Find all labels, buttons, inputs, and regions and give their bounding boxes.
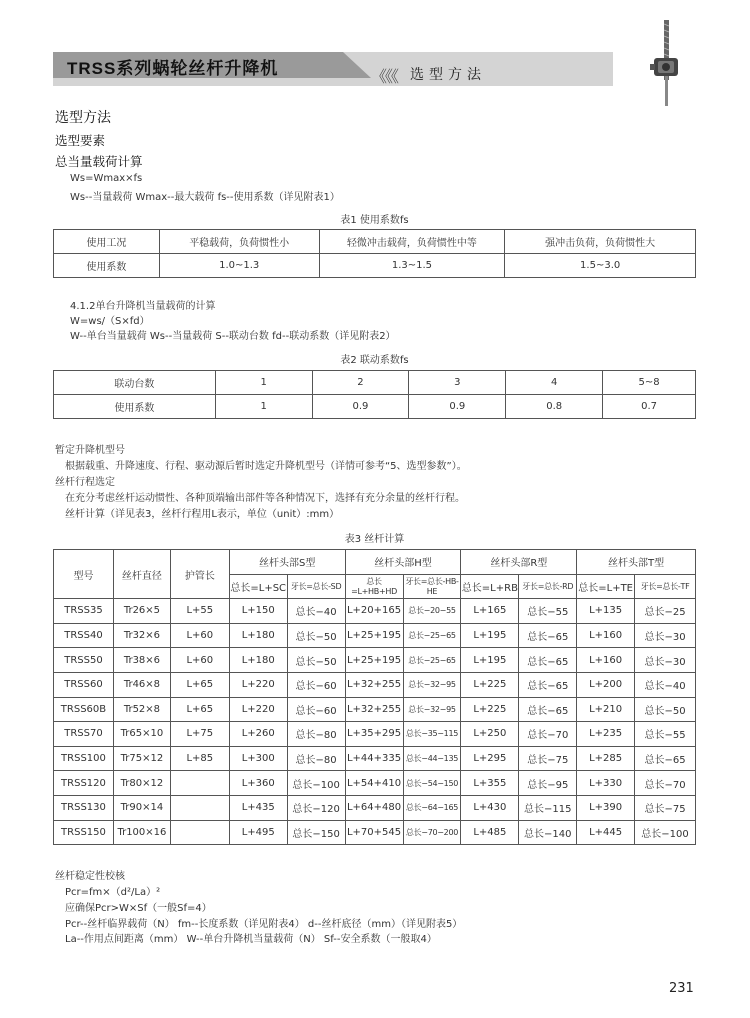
table-cell: 0.7	[603, 395, 696, 419]
table-cell: 强冲击负荷，负荷惯性大	[505, 230, 696, 254]
table-cell: L+25+195	[345, 648, 403, 673]
table3-caption: 表3 丝杆计算	[344, 534, 405, 545]
subheader-cell: 牙长=总长-HB-HE	[403, 574, 461, 599]
table-cell: 总长−100	[287, 771, 345, 796]
table-cell: Tr32×6	[113, 623, 170, 648]
table-cell: 总长−55	[635, 722, 696, 747]
table-cell: 1	[215, 371, 312, 395]
table-cell: Tr90×14	[113, 795, 170, 820]
table-cell: Tr100×16	[113, 820, 170, 845]
table-cell: L+64+480	[345, 795, 403, 820]
table-cell: 总长−65	[519, 623, 577, 648]
table-cell: 总长−55	[519, 599, 577, 624]
table-cell: 总长−65	[519, 672, 577, 697]
table-cell: 总长−40	[635, 672, 696, 697]
table-header-row	[54, 550, 696, 575]
table-cell: 总长−32−95	[403, 672, 461, 697]
table-cell: 1.0~1.3	[159, 254, 319, 278]
table-cell: L+55	[170, 599, 229, 624]
table-cell: L+160	[577, 623, 635, 648]
table-cell: 总长−75	[519, 746, 577, 771]
table-cell: 总长−35−115	[403, 722, 461, 747]
table-cell: 平稳载荷，负荷惯性小	[159, 230, 319, 254]
table1-usage-factor	[53, 229, 696, 278]
table-cell: L+70+545	[345, 820, 403, 845]
table-cell: L+85	[170, 746, 229, 771]
table-cell: Tr26×5	[113, 599, 170, 624]
header-r-type: 丝杆头部R型	[461, 550, 577, 575]
table-cell: L+54+410	[345, 771, 403, 796]
table-cell: L+355	[461, 771, 519, 796]
formula-w: W=ws/（S×fd）	[70, 316, 150, 327]
table-cell: L+485	[461, 820, 519, 845]
table-cell: 总长−120	[287, 795, 345, 820]
table-cell: 总长−140	[519, 820, 577, 845]
header-screw-diameter: 丝杆直径	[113, 550, 170, 599]
table-cell: TRSS70	[54, 722, 114, 747]
table-cell: L+180	[229, 623, 287, 648]
table-cell: Tr46×8	[113, 672, 170, 697]
table-cell: L+75	[170, 722, 229, 747]
table-cell: L+200	[577, 672, 635, 697]
table-cell: 总长−75	[635, 795, 696, 820]
table-cell: 总长−60	[287, 672, 345, 697]
table-cell: L+32+255	[345, 697, 403, 722]
table-cell: L+65	[170, 672, 229, 697]
table-cell: Tr80×12	[113, 771, 170, 796]
table-cell: L+165	[461, 599, 519, 624]
table3-screw-calc	[53, 549, 696, 845]
table-cell: TRSS35	[54, 599, 114, 624]
table1-caption: 表1 使用系数fs	[340, 215, 409, 226]
header-h-type: 丝杆头部H型	[345, 550, 461, 575]
formula-ws-legend: Ws--当量载荷 Wmax--最大载荷 fs--使用系数（详见附表1）	[70, 192, 340, 203]
table-cell: 总长−100	[635, 820, 696, 845]
section-stroke-title: 丝杆行程选定	[55, 477, 115, 488]
table-cell: 总长−50	[635, 697, 696, 722]
table-cell: 总长−30	[635, 648, 696, 673]
heading-equivalent-load: 总当量载荷计算	[55, 154, 143, 169]
table-row	[54, 371, 696, 395]
table-cell: TRSS100	[54, 746, 114, 771]
table-cell: 总长−65	[519, 697, 577, 722]
table-cell: 1.5~3.0	[505, 254, 696, 278]
table-row	[54, 395, 696, 419]
table-cell: L+390	[577, 795, 635, 820]
table-cell: TRSS60	[54, 672, 114, 697]
section-stability-title: 丝杆稳定性校核	[55, 871, 125, 882]
table-cell: 总长−44−135	[403, 746, 461, 771]
table-row	[54, 795, 696, 820]
table-cell: 2	[312, 371, 409, 395]
table-cell: L+300	[229, 746, 287, 771]
table-cell: L+210	[577, 697, 635, 722]
table-cell: 轻微冲击载荷，负荷惯性中等	[319, 230, 505, 254]
subheader-cell: 牙长=总长-RD	[519, 574, 577, 599]
table-cell: 4	[506, 371, 603, 395]
table-cell: L+220	[229, 672, 287, 697]
table-cell: TRSS50	[54, 648, 114, 673]
table-cell: 使用系数	[54, 254, 160, 278]
formula-w-legend: W--单台当量载荷 Ws--当量载荷 S--联动台数 fd--联动系数（详见附表2）	[70, 331, 396, 342]
table-cell: L+65	[170, 697, 229, 722]
table-row	[54, 623, 696, 648]
table-cell: L+25+195	[345, 623, 403, 648]
table-cell: L+60	[170, 623, 229, 648]
chevron-icon: 《《《	[371, 67, 398, 86]
table-cell: 总长−70	[635, 771, 696, 796]
table-row	[54, 254, 696, 278]
table-cell: Tr38×6	[113, 648, 170, 673]
table-cell: 总长−65	[519, 648, 577, 673]
table-cell: 总长−80	[287, 746, 345, 771]
table-cell	[170, 771, 229, 796]
subheader-cell: 总长=L+TE	[577, 574, 635, 599]
table-row	[54, 820, 696, 845]
table-cell: L+285	[577, 746, 635, 771]
table-cell: L+160	[577, 648, 635, 673]
table-cell: L+495	[229, 820, 287, 845]
page-title: TRSS系列蜗轮丝杆升降机	[67, 59, 279, 78]
table-cell: TRSS150	[54, 820, 114, 845]
table-cell: L+250	[461, 722, 519, 747]
table-cell: 1.3~1.5	[319, 254, 505, 278]
header-s-type: 丝杆头部S型	[229, 550, 345, 575]
table-row	[54, 746, 696, 771]
table-cell: L+360	[229, 771, 287, 796]
table3-body	[54, 599, 696, 845]
section-model-text: 根据载重、升降速度、行程、驱动源后暂时选定升降机型号（详情可参考“5、选型参数”）。	[65, 461, 467, 472]
table-cell: 总长−40	[287, 599, 345, 624]
formula-pcr-legend-2: La--作用点间距离（mm） W--单台升降机当量载荷（N） Sf--安全系数（一般取4）	[65, 934, 437, 945]
section-412-title: 4.1.2单台升降机当量载荷的计算	[70, 301, 216, 312]
table2-caption: 表2 联动系数fs	[340, 355, 409, 366]
subheader-cell: 总长=L+SC	[229, 574, 287, 599]
table-cell: 0.9	[409, 395, 506, 419]
formula-pcr-condition: 应确保Pcr>W×Sf（一般Sf=4）	[65, 903, 212, 914]
table-cell: TRSS40	[54, 623, 114, 648]
formula-pcr-legend-1: Pcr--丝杆临界载荷（N） fm--长度系数（详见附表4） d--丝杆底径（mm）（详见附表5）	[65, 919, 463, 930]
table-cell: 总长−70−200	[403, 820, 461, 845]
table-cell: L+330	[577, 771, 635, 796]
table-cell: L+225	[461, 697, 519, 722]
table-cell: 总长−54−150	[403, 771, 461, 796]
table-cell	[170, 795, 229, 820]
header-banner	[53, 52, 613, 86]
table-row	[54, 230, 696, 254]
table-cell: L+445	[577, 820, 635, 845]
subheader-cell: 总长=L+RB	[461, 574, 519, 599]
table2-linkage-factor	[53, 370, 696, 419]
table-cell: 总长−50	[287, 648, 345, 673]
table-cell: 总长−115	[519, 795, 577, 820]
table-cell: 使用系数	[54, 395, 216, 419]
table-cell: 总长−150	[287, 820, 345, 845]
table-cell: 总长−80	[287, 722, 345, 747]
table-cell: L+435	[229, 795, 287, 820]
table-cell: 0.9	[312, 395, 409, 419]
table-cell: L+150	[229, 599, 287, 624]
table-cell	[170, 820, 229, 845]
table-cell: 总长−30	[635, 623, 696, 648]
table-cell: 总长−32−95	[403, 697, 461, 722]
table-cell: L+235	[577, 722, 635, 747]
heading-selection-factors: 选型要素	[55, 133, 106, 148]
table-cell: 总长−64−165	[403, 795, 461, 820]
table-cell: L+260	[229, 722, 287, 747]
table-cell: L+220	[229, 697, 287, 722]
table-row	[54, 697, 696, 722]
table-cell: TRSS120	[54, 771, 114, 796]
table-cell: 3	[409, 371, 506, 395]
table-row	[54, 599, 696, 624]
table-cell: 总长−70	[519, 722, 577, 747]
table-cell: TRSS130	[54, 795, 114, 820]
subheader-cell: 牙长=总长-SD	[287, 574, 345, 599]
table-cell: 总长−60	[287, 697, 345, 722]
table-row	[54, 672, 696, 697]
subheader-cell: 总长=L+HB+HD	[345, 574, 403, 599]
table-cell: 总长−25−65	[403, 648, 461, 673]
table-cell: L+195	[461, 623, 519, 648]
table-cell: Tr75×12	[113, 746, 170, 771]
table-cell: L+60	[170, 648, 229, 673]
table-cell: L+135	[577, 599, 635, 624]
table-cell: 使用工况	[54, 230, 160, 254]
table-cell: L+180	[229, 648, 287, 673]
table-row	[54, 722, 696, 747]
table-cell: 1	[215, 395, 312, 419]
table-cell: 总长−20−55	[403, 599, 461, 624]
table-cell: 总长−25−65	[403, 623, 461, 648]
table-cell: L+32+255	[345, 672, 403, 697]
table-cell: L+195	[461, 648, 519, 673]
table-cell: 总长−95	[519, 771, 577, 796]
table-row	[54, 771, 696, 796]
table-cell: 总长−25	[635, 599, 696, 624]
table-row	[54, 648, 696, 673]
table-cell: Tr65×10	[113, 722, 170, 747]
header-model: 型号	[54, 550, 114, 599]
section-stroke-text: 在充分考虑丝杆运动惯性、各种顶端输出部件等各种情况下，选择有充分余量的丝杆行程。	[65, 493, 465, 504]
table-cell: 0.8	[506, 395, 603, 419]
table-cell: L+225	[461, 672, 519, 697]
section-stroke-calc: 丝杆计算（详见表3，丝杆行程用L表示，单位（unit）:mm）	[65, 509, 340, 520]
screw-jack-icon	[650, 20, 682, 106]
header-t-type: 丝杆头部T型	[577, 550, 696, 575]
table-cell: TRSS60B	[54, 697, 114, 722]
table-cell: L+35+295	[345, 722, 403, 747]
formula-ws: Ws=Wmax×fs	[70, 173, 143, 184]
table-cell: 5~8	[603, 371, 696, 395]
table-cell: 总长−50	[287, 623, 345, 648]
table-cell: 联动台数	[54, 371, 216, 395]
heading-selection-method: 选型方法	[55, 110, 111, 126]
table-cell: Tr52×8	[113, 697, 170, 722]
table-cell: 总长−65	[635, 746, 696, 771]
page-number: 231	[669, 981, 694, 996]
header-sleeve-length: 护管长	[170, 550, 229, 599]
table-cell: L+44+335	[345, 746, 403, 771]
subheader-cell: 牙长=总长-TF	[635, 574, 696, 599]
table-cell: L+430	[461, 795, 519, 820]
section-model-title: 暂定升降机型号	[55, 445, 125, 456]
table-cell: L+20+165	[345, 599, 403, 624]
table-cell: L+295	[461, 746, 519, 771]
formula-pcr: Pcr=fm×（d²/La）²	[65, 887, 161, 898]
section-subtitle: 选型方法	[410, 67, 486, 83]
